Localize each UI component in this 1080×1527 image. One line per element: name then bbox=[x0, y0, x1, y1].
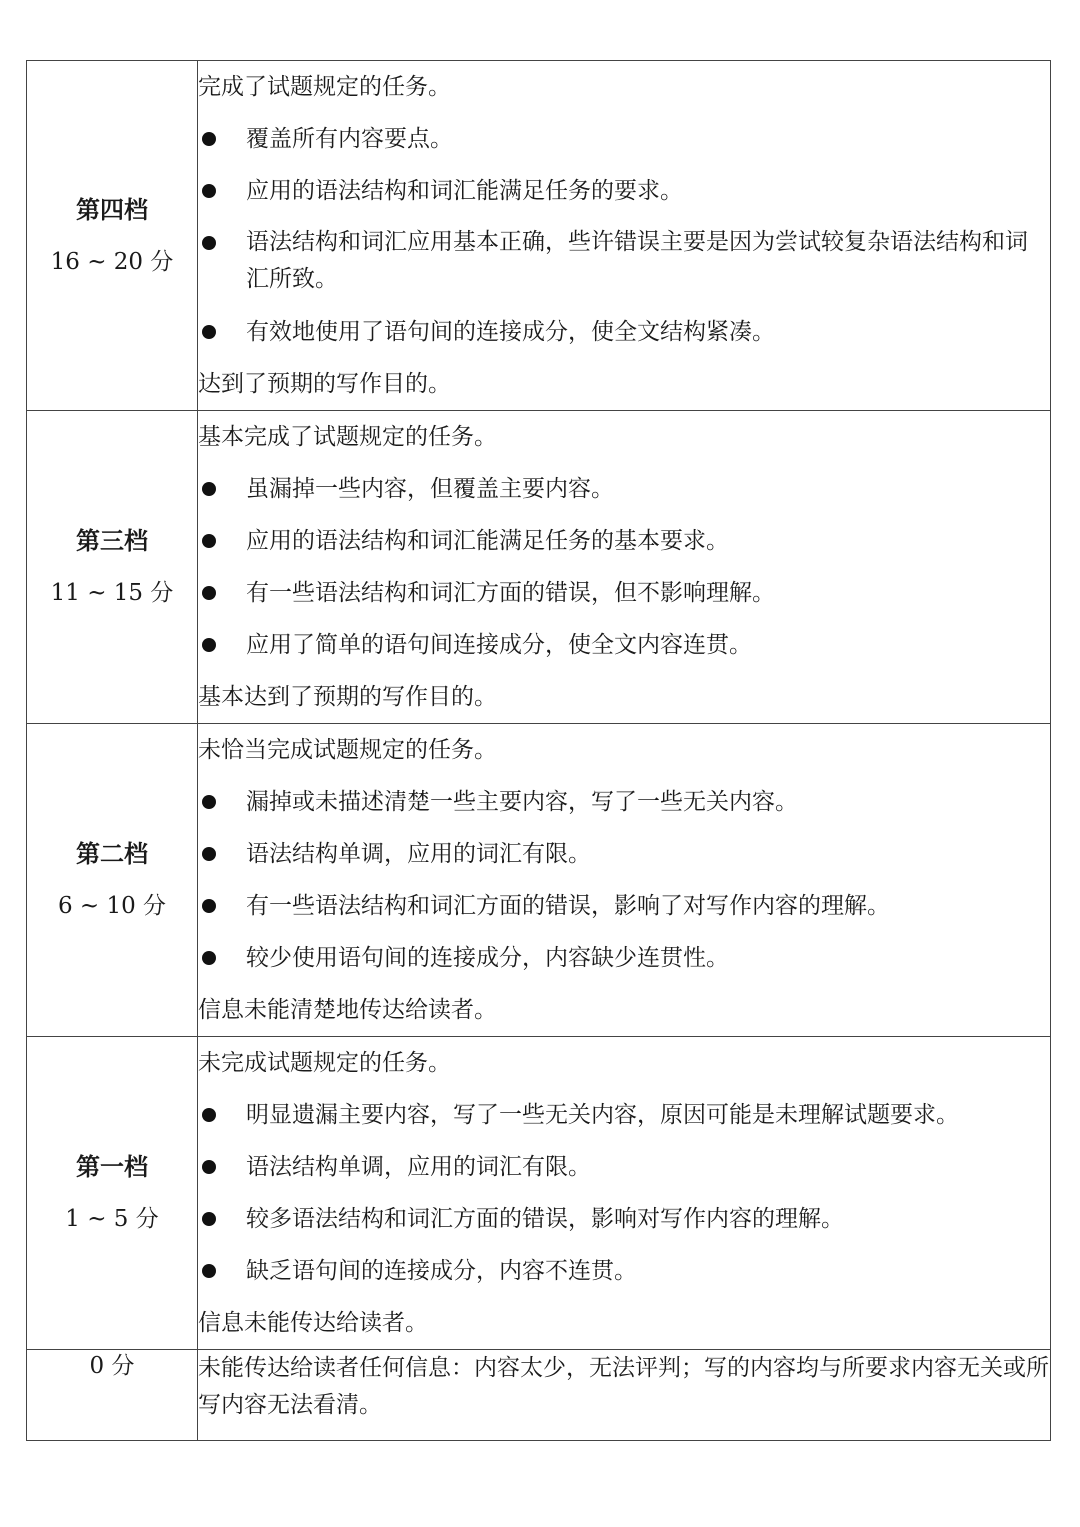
bullet-icon bbox=[198, 515, 246, 567]
criterion-item bbox=[198, 619, 1050, 671]
criterion-item bbox=[198, 567, 1050, 619]
criterion-text: 语法结构单调，应用的词汇有限。 bbox=[246, 1154, 591, 1180]
description-cell: 未能传达给读者任何信息：内容太少，无法评判；写的内容均与所要求内容无关或所写内容无法看清。 bbox=[198, 1350, 1051, 1441]
criterion-text: 明显遗漏主要内容，写了一些无关内容，原因可能是未理解试题要求。 bbox=[246, 1102, 959, 1128]
criterion-text: 有效地使用了语句间的连接成分，使全文结构紧凑。 bbox=[246, 319, 775, 345]
table-row bbox=[27, 1350, 1051, 1441]
criterion-text: 有一些语法结构和词汇方面的错误，但不影响理解。 bbox=[246, 580, 775, 606]
bullet-icon bbox=[198, 165, 246, 217]
bullet-icon bbox=[198, 1089, 246, 1141]
criterion-item bbox=[198, 165, 1050, 217]
criterion-text: 覆盖所有内容要点。 bbox=[246, 126, 453, 152]
requirement-intro: 完成了试题规定的任务。 bbox=[198, 74, 451, 100]
description-cell bbox=[198, 61, 1051, 411]
criterion-item bbox=[198, 776, 1050, 828]
scoring-rubric-table bbox=[26, 60, 1051, 1441]
requirement-outro: 达到了预期的写作目的。 bbox=[198, 371, 451, 397]
requirement-outro: 基本达到了预期的写作目的。 bbox=[198, 684, 497, 710]
criterion-text: 应用的语法结构和词汇能满足任务的基本要求。 bbox=[246, 528, 729, 554]
table-row bbox=[27, 724, 1051, 1037]
level-cell bbox=[27, 1350, 198, 1441]
level-name: 第二档 bbox=[76, 839, 148, 868]
description-cell bbox=[198, 724, 1051, 1037]
bullet-icon bbox=[198, 113, 246, 165]
bullet-icon bbox=[198, 932, 246, 984]
criterion-item bbox=[198, 113, 1050, 165]
level-cell bbox=[27, 724, 198, 1037]
criterion-item bbox=[198, 1089, 1050, 1141]
bullet-icon bbox=[198, 463, 246, 515]
bullet-icon bbox=[198, 567, 246, 619]
criterion-item bbox=[198, 1193, 1050, 1245]
bullet-icon bbox=[198, 619, 246, 671]
criterion-item bbox=[198, 828, 1050, 880]
table-row bbox=[27, 61, 1051, 411]
criterion-text: 语法结构和词汇应用基本正确，些许错误主要是因为尝试较复杂语法结构和词汇所致。 bbox=[246, 229, 1028, 292]
level-name: 第四档 bbox=[76, 194, 148, 224]
criterion-item bbox=[198, 880, 1050, 932]
criterion-text: 较多语法结构和词汇方面的错误，影响对写作内容的理解。 bbox=[246, 1206, 844, 1232]
criterion-text: 应用了简单的语句间连接成分，使全文内容连贯。 bbox=[246, 632, 752, 658]
criterion-text: 应用的语法结构和词汇能满足任务的要求。 bbox=[246, 178, 683, 204]
criterion-text: 虽漏掉一些内容，但覆盖主要内容。 bbox=[246, 476, 614, 502]
level-cell bbox=[27, 411, 198, 724]
requirement-intro: 未恰当完成试题规定的任务。 bbox=[198, 737, 497, 763]
level-name: 第三档 bbox=[76, 526, 148, 555]
bullet-icon bbox=[198, 306, 246, 358]
description-cell bbox=[198, 411, 1051, 724]
criterion-item bbox=[198, 932, 1050, 984]
table-row bbox=[27, 1037, 1051, 1350]
bullet-icon bbox=[198, 880, 246, 932]
criterion-item bbox=[198, 515, 1050, 567]
criterion-item bbox=[198, 1245, 1050, 1297]
level-score: 6 ~ 10 分 bbox=[57, 893, 167, 919]
criterion-item bbox=[198, 1141, 1050, 1193]
criterion-item bbox=[198, 217, 1050, 306]
criterion-text: 语法结构单调，应用的词汇有限。 bbox=[246, 841, 591, 867]
requirement-outro: 信息未能清楚地传达给读者。 bbox=[198, 997, 497, 1023]
bullet-icon bbox=[198, 1193, 246, 1245]
level-score: 1 ~ 5 分 bbox=[65, 1206, 159, 1232]
table-row bbox=[27, 411, 1051, 724]
level-name: 第一档 bbox=[76, 1152, 148, 1181]
requirement-intro: 未完成试题规定的任务。 bbox=[198, 1050, 451, 1076]
requirement-outro: 信息未能传达给读者。 bbox=[198, 1310, 428, 1336]
level-score: 0 分 bbox=[89, 1353, 135, 1379]
level-score: 11 ~ 15 分 bbox=[50, 580, 174, 606]
bullet-icon bbox=[198, 776, 246, 828]
bullet-icon bbox=[198, 1245, 246, 1297]
criterion-text: 较少使用语句间的连接成分，内容缺少连贯性。 bbox=[246, 945, 729, 971]
criterion-text: 缺乏语句间的连接成分，内容不连贯。 bbox=[246, 1258, 637, 1284]
criterion-text: 有一些语法结构和词汇方面的错误，影响了对写作内容的理解。 bbox=[246, 893, 890, 919]
criterion-item bbox=[198, 306, 1050, 358]
bullet-icon bbox=[198, 1141, 246, 1193]
description-cell bbox=[198, 1037, 1051, 1350]
criterion-item bbox=[198, 463, 1050, 515]
bullet-icon bbox=[198, 828, 246, 880]
level-cell bbox=[27, 61, 198, 411]
level-cell bbox=[27, 1037, 198, 1350]
level-score: 16 ~ 20 分 bbox=[50, 248, 174, 275]
requirement-intro: 基本完成了试题规定的任务。 bbox=[198, 424, 497, 450]
criterion-text: 漏掉或未描述清楚一些主要内容，写了一些无关内容。 bbox=[246, 789, 798, 815]
bullet-icon bbox=[198, 217, 246, 269]
